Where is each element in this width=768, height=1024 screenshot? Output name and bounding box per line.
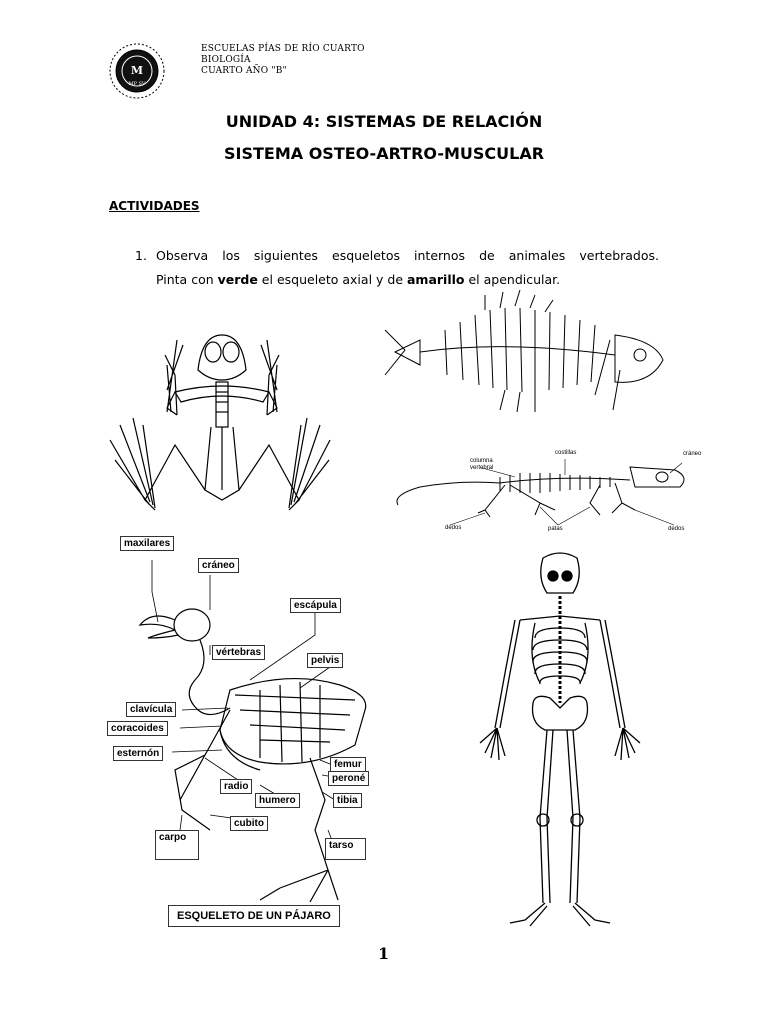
- school-name: ESCUELAS PÍAS DE RÍO CUARTO: [201, 44, 365, 54]
- bird-label-esternon: esternón: [113, 746, 163, 761]
- subject-name: BIOLOGÍA: [201, 55, 251, 65]
- instruction-number: 1.: [135, 248, 147, 263]
- verde-word: verde: [217, 272, 258, 287]
- unit-title: UNIDAD 4: SISTEMAS DE RELACIÓN: [225, 112, 543, 131]
- lizard-label-dedos-right: dedos: [668, 526, 685, 532]
- bird-label-craneo: cráneo: [198, 558, 239, 573]
- instruction-line-1: [156, 244, 659, 267]
- bird-label-femur: femur: [330, 757, 366, 772]
- human-skeleton-image: [455, 548, 665, 933]
- frog-skeleton-image: [105, 330, 335, 520]
- lizard-label-columna: columna: [470, 458, 493, 464]
- bird-label-radio: radio: [220, 779, 252, 794]
- bird-label-carpo: carpo: [155, 830, 199, 860]
- instruction-pre: Pinta con: [156, 272, 218, 287]
- school-logo: [108, 42, 166, 100]
- course-name: CUARTO AÑO "B": [201, 66, 287, 76]
- bird-label-tibia: tibia: [333, 793, 362, 808]
- bird-label-maxilares: maxilares: [120, 536, 174, 551]
- svg-text:M: M: [130, 64, 144, 77]
- bird-label-pelvis: pelvis: [307, 653, 343, 668]
- bird-caption: ESQUELETO DE UN PÁJARO: [168, 905, 340, 927]
- lizard-label-patas: patas: [548, 526, 563, 532]
- lizard-skeleton-image: [390, 455, 700, 535]
- bird-label-vertebras: vértebras: [212, 645, 265, 660]
- bird-label-perone: peroné: [328, 771, 369, 786]
- bird-label-humero: humero: [255, 793, 300, 808]
- lizard-label-costillas: costillas: [555, 450, 577, 456]
- section-heading: ACTIVIDADES: [109, 199, 200, 213]
- instruction-text-1: Observa los siguientes esqueletos internos de animales vertebrados.: [156, 248, 659, 263]
- lizard-label-craneo: cráneo: [683, 451, 702, 457]
- bird-label-escapula: escápula: [290, 598, 341, 613]
- bird-label-coracoides: coracoides: [107, 721, 168, 736]
- logo-text: MP SV: [128, 81, 146, 87]
- bird-label-cubito: cubito: [230, 816, 268, 831]
- instruction-post: el apendicular.: [464, 272, 561, 287]
- lizard-label-vertebral: vertebral: [470, 465, 494, 471]
- bird-label-clavicula: clavícula: [126, 702, 176, 717]
- instruction-line-2: [156, 268, 560, 291]
- lizard-label-dedos-left: dedos: [445, 525, 462, 531]
- system-title: SISTEMA OSTEO-ARTRO-MUSCULAR: [223, 144, 545, 163]
- bird-label-tarso: tarso: [325, 838, 366, 860]
- fish-skeleton-image: [385, 300, 670, 420]
- instruction-mid: el esqueleto axial y de: [257, 272, 407, 287]
- page-number: 1: [378, 944, 390, 963]
- amarillo-word: amarillo: [406, 272, 465, 287]
